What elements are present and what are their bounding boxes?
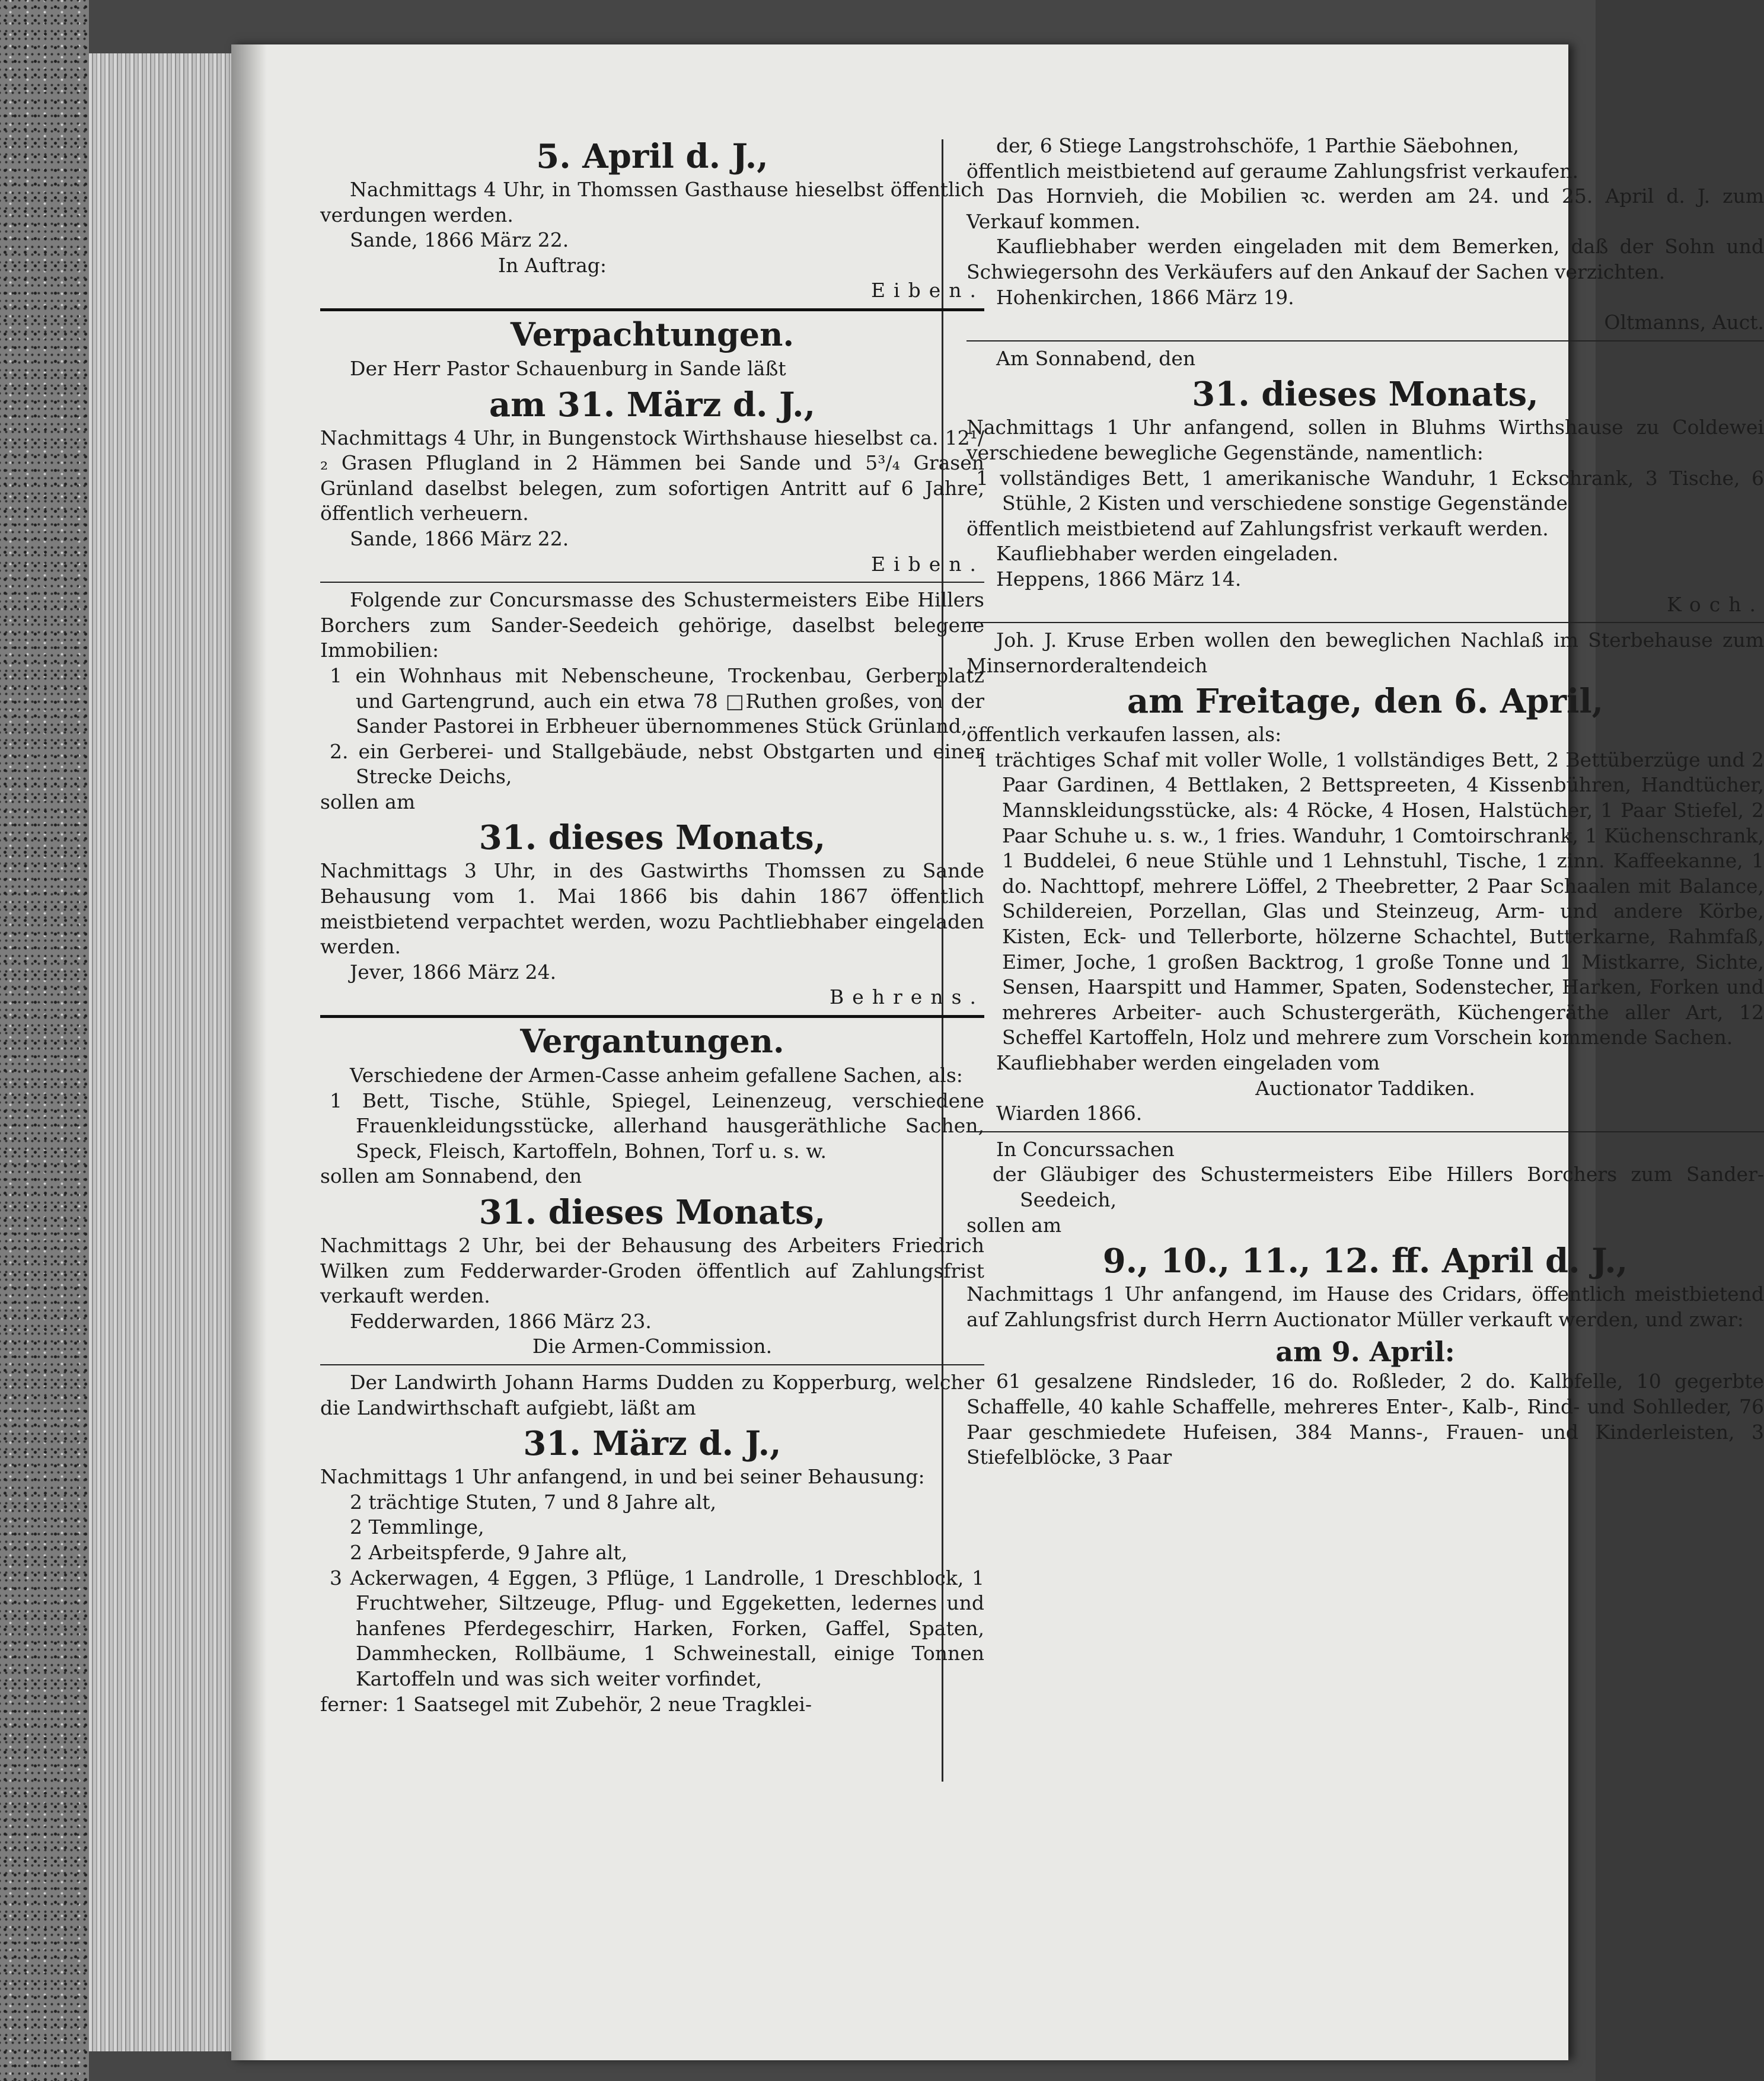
notice-tail: ferner: 1 Saatsegel mit Zubehör, 2 neue Tragklei-: [320, 1692, 812, 1716]
notice-left-3: [320, 588, 984, 1010]
notice-item: 2 trächtige Stuten, 7 und 8 Jahre alt,: [350, 1490, 717, 1514]
notice-place: Jever, 1866 März 24.: [350, 960, 557, 984]
notice-signature: Eiben.: [870, 279, 984, 302]
notice-intro: Verschiedene der Armen-Casse anheim gefallene Sachen, als:: [350, 1064, 963, 1087]
notice-place: Sande, 1866 März 22.: [350, 526, 569, 550]
notice-body: Nachmittags 1 Uhr anfangend, im Hause des Cridars, öffentlich meistbietend auf Zahlungsfrist durch Herrn Auctionator Müller verkauft werden, und zwar:: [966, 1282, 1764, 1331]
notice-date: am 31. März d. J.,: [489, 385, 816, 425]
right-column: [966, 133, 1764, 1470]
notice-items: 1 Bett, Tische, Stühle, Spiegel, Leinenzeug, verschiedene Frauenkleidungsstücke, allerhand hausgeräthliche Sachen, Speck, Fleisch, Kartoffeln, Bohnen, Torf u. s. w.: [330, 1089, 984, 1163]
notice-lead: der Gläubiger des Schustermeisters Eibe Hillers Borchers zum Sander-Seedeich,: [993, 1163, 1764, 1211]
notice-item: 3 Ackerwagen, 4 Eggen, 3 Pflüge, 1 Landrolle, 1 Dreschblock, 1 Fruchtweher, Siltzeuge, Pflug- und Eggeketten, ledernes und hanfenes Pferdegeschirr, Harken, Forken, Gaffel, Spaten, Dammhecken, Rollbäume, 1 Schweinestall, einige Tonnen Kartoffeln und was sich weiter vorfindet,: [330, 1566, 984, 1690]
notice-right-3: [966, 628, 1764, 1126]
notice-left-4: [320, 1063, 984, 1359]
binding-shadow: [231, 44, 267, 2060]
notice-signature: Eiben.: [870, 552, 984, 576]
notice-rule: [966, 340, 1764, 341]
page-edges: [89, 53, 231, 2051]
notice-tail: öffentlich meistbietend auf Zahlungsfrist verkauft werden.: [966, 516, 1549, 540]
notice-items: 1 trächtiges Schaf mit voller Wolle, 1 vollständiges Bett, 2 Bettüberzüge und 2 Paar Gardinen, 4 Bettlaken, 2 Bettspreeten, 4 Kissenbühren, Handtücher, Mannskleidungsstücke, als: 4 Röcke, 4 Hosen, Halstücher, 1 Paar Stiefel, 2 Paar Schuhe u. s. w., 1 fries. Wanduhr, 1 Comtoirschrank, 1 Küchenschrank, 1 Buddelei, 6 neue Stühle und 1 Lehnstuhl, Tische, 1 zinn. Kaffeekanne, 1 do. Nachttopf, mehrere Löffel, 2 Theebretter, 2 Paar Schaalen mit Balance, Schildereien, Porzellan, Glas und Steinzeug, Arm- und andere Körbe, Kisten, Eck- und Tellerborte, hölzerne Schachtel, Butterkarne, Rahmfaß, Eimer, Joche, 1 großen Backtrog, 1 große Tonne und 1 Mistkarre, Sichte, Sensen, Haarspitt und Hammer, Spaten, Sodenstecher, Harken, Forken und mehreres Arbeiter- auch Schustergeräth, Küchengeräthe aller Art, 12 Scheffel Kartoffeln, Holz und mehrere zum Vorschein kommende Sachen.: [976, 748, 1764, 1049]
notice-body: Nachmittags 1 Uhr anfangend, sollen in Bluhms Wirthshause zu Coldewei verschiedene bewegliche Gegenstände, namentlich:: [966, 416, 1764, 464]
book-cover-edge: [0, 0, 89, 2081]
notice-body: Nachmittags 4 Uhr, in Thomssen Gasthause hieselbst öffentlich verdungen werden.: [320, 178, 984, 226]
newspaper-page: [231, 44, 1764, 2060]
notice-item: 1 ein Wohnhaus mit Nebenscheune, Trockenbau, Gerberplatz und Gartengrund, auch ein etwa 78 □Ruthen großes, von der Sander Pastorei in Erbheuer übernommenes Stück Grünland,: [330, 663, 984, 738]
notice-left-1: [320, 137, 984, 304]
notice-right-4: [966, 1137, 1764, 1470]
notice-item: 2. ein Gerberei- und Stallgebäude, nebst Obstgarten und einer Strecke Deichs,: [330, 739, 984, 789]
notice-left-2: [320, 356, 984, 577]
notice-date: 9., 10., 11., 12. ff. April d. J.,: [1102, 1241, 1628, 1281]
notice-place: Wiarden 1866.: [996, 1102, 1143, 1125]
notice-items: 1 vollständiges Bett, 1 amerikanische Wanduhr, 1 Eckschrank, 3 Tische, 6 Stühle, 2 Kisten und verschiedene sonstige Gegenstände: [976, 466, 1764, 515]
notice-right-1: [966, 133, 1764, 336]
notice-signature: Auctionator Taddiken.: [1255, 1076, 1475, 1100]
notice-lead: In Concurssachen: [996, 1137, 1175, 1161]
notice-items: 61 gesalzene Rindsleder, 16 do. Roßleder, 2 do. Kalbfelle, 10 gegerbte Schaffelle, 40 kahle Schaffelle, mehreres Enter-, Kalb-, Rind- und Sohlleder, 76 Paar geschmiedete Hufeisen, 384 Manns-, Frauen- und Kinderleisten, 3 Stiefelblöcke, 3 Paar: [966, 1370, 1764, 1469]
notice-date: 5. April d. J.,: [536, 137, 768, 176]
notice-intro: Der Herr Pastor Schauenburg in Sande läßt: [350, 356, 786, 380]
notice-right-2: [966, 346, 1764, 617]
notice-lead: Nachmittags 1 Uhr anfangend, in und bei seiner Behausung:: [320, 1465, 925, 1489]
notice-place: Hohenkirchen, 1866 März 19.: [996, 285, 1294, 309]
notice-intro: Der Landwirth Johann Harms Dudden zu Kopperburg, welcher die Landwirthschaft aufgiebt, läßt am: [320, 1370, 984, 1419]
notice-body: Nachmittags 2 Uhr, bei der Behausung des Arbeiters Friedrich Wilken zum Fedderwarder-Groden öffentlich auf Zahlungsfrist verkauft werden.: [320, 1234, 984, 1308]
notice-signature: Oltmanns, Auct.: [1604, 311, 1764, 334]
notice-signature: Koch.: [1667, 592, 1764, 616]
notice-date: 31. dieses Monats,: [479, 818, 826, 858]
notice-body: Nachmittags 3 Uhr, in des Gastwirths Thomssen zu Sande Behausung vom 1. Mai 1866 bis dahin 1867 öffentlich meistbietend verpachtet werden, wozu Pachtliebhaber eingeladen werden.: [320, 859, 984, 959]
notice-rule: [966, 622, 1764, 623]
notice-item: 2 Arbeitspferde, 9 Jahre alt,: [350, 1540, 628, 1564]
notice-intro: Folgende zur Concursmasse des Schustermeisters Eibe Hillers Borchers zum Sander-Seedeich gehörige, daselbst belegene Immobilien:: [320, 588, 984, 662]
notice-note: Kaufliebhaber werden eingeladen.: [996, 542, 1339, 566]
notice-extra: Das Hornvieh, die Mobilien ꝛc. werden am 24. und 25. April d. J. zum Verkauf kommen.: [966, 184, 1764, 233]
notice-lead: Am Sonnabend, den: [996, 346, 1196, 370]
section-heading-verpachtungen: Verpachtungen.: [510, 315, 795, 353]
notice-item: 2 Temmlinge,: [350, 1515, 484, 1539]
notice-rule: [320, 582, 984, 583]
notice-note: Kaufliebhaber werden eingeladen mit dem Bemerken, daß der Sohn und Schwiegersohn des Verkäufers auf den Ankauf der Sachen verzichten.: [966, 235, 1764, 283]
notice-body: Nachmittags 4 Uhr, in Bungenstock Wirthshause hieselbst ca. 12¹/₂ Grasen Pflugland in 2 Hämmen bei Sande und 5³/₄ Grasen Grünland daselbst belegen, zum sofortigen Antritt auf 6 Jahre, öffentlich verheuern.: [320, 426, 984, 525]
notice-place: Fedderwarden, 1866 März 23.: [350, 1309, 652, 1333]
notice-subheading: am 9. April:: [1275, 1336, 1455, 1368]
section-rule: [320, 308, 984, 311]
notice-signature: Behrens.: [829, 985, 984, 1009]
notice-rule: [320, 1364, 984, 1365]
notice-intro: Joh. J. Kruse Erben wollen den beweglichen Nachlaß im Sterbehause zum Minsernorderaltendeich: [966, 628, 1764, 677]
notice-lead: sollen am Sonnabend, den: [320, 1164, 582, 1188]
notice-continuation: der, 6 Stiege Langstrohschöfe, 1 Parthie Säebohnen,: [996, 134, 1520, 157]
notice-lead: sollen am: [966, 1213, 1062, 1237]
notice-date: 31. dieses Monats,: [479, 1193, 826, 1232]
left-column: [320, 133, 984, 1717]
notice-place: Sande, 1866 März 22.: [350, 228, 569, 252]
notice-lead: sollen am: [320, 790, 416, 813]
notice-date: 31. März d. J.,: [523, 1424, 781, 1464]
notice-order: In Auftrag:: [498, 253, 607, 277]
notice-body: öffentlich meistbietend auf geraume Zahlungsfrist verkaufen.: [966, 159, 1578, 183]
notice-date: am Freitage, den 6. April,: [1127, 682, 1604, 722]
notice-signature: Die Armen-Commission.: [532, 1335, 773, 1358]
notice-left-5: [320, 1370, 984, 1717]
section-heading-vergantungen: Vergantungen.: [520, 1022, 784, 1061]
notice-note: Kaufliebhaber werden eingeladen vom: [996, 1051, 1380, 1074]
notice-rule: [966, 1131, 1764, 1132]
section-rule: [320, 1015, 984, 1018]
notice-place: Heppens, 1866 März 14.: [996, 567, 1242, 591]
notice-lead: öffentlich verkaufen lassen, als:: [966, 723, 1282, 746]
notice-date: 31. dieses Monats,: [1192, 375, 1539, 414]
